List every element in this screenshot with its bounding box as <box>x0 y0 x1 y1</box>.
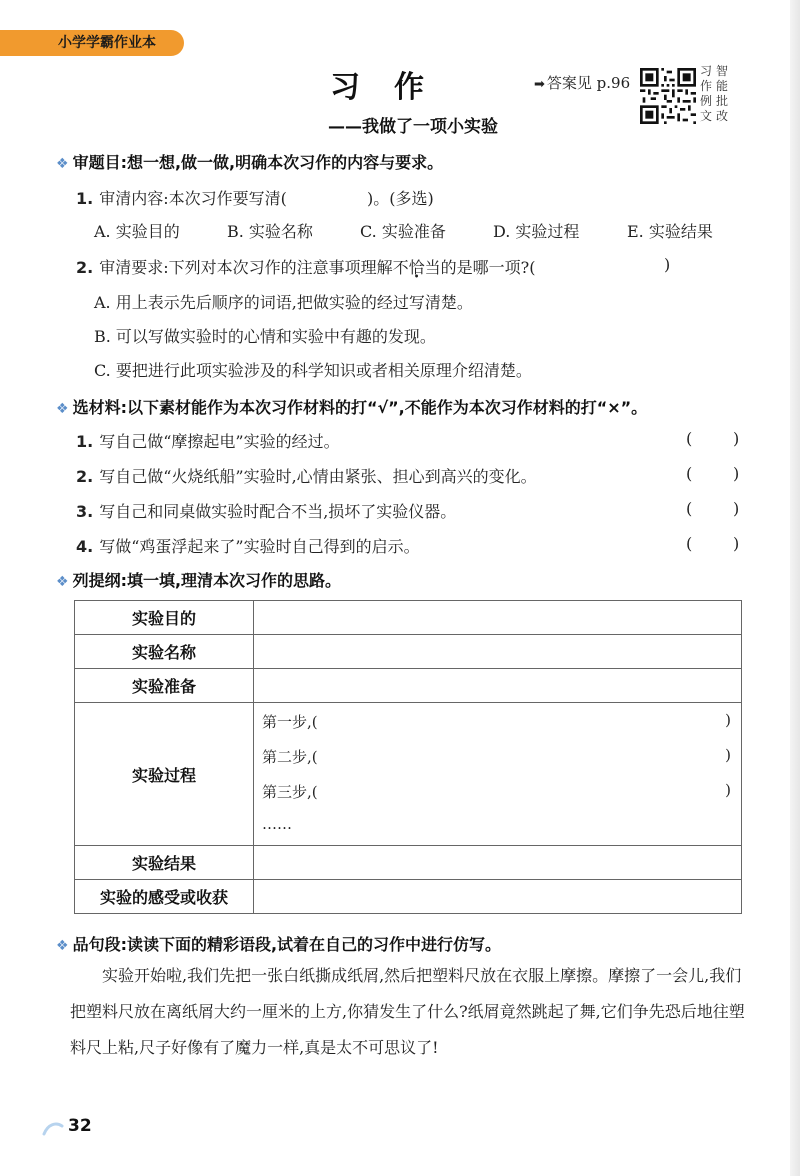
diamond-bullet-icon: ❖ <box>56 156 69 172</box>
model-passage: 实验开始啦,我们先把一张白纸撕成纸屑,然后把塑料尺放在衣服上摩擦。摩擦了一会儿,我们把塑料尺放在离纸屑大约一厘米的上方,你猜发生了什么?纸屑竟然跳起了舞,它们争先恐后地往塑料尺上粘,尺子好像有了魔力一样,真是太不可思议了! <box>70 966 745 1057</box>
answer-paren-close: ) <box>733 534 740 553</box>
q1-option-b: B. 实验名称 <box>227 222 313 241</box>
question-2: 2. 审清要求:下列对本次习作的注意事项理解不恰当的是哪一项?( <box>76 258 536 277</box>
material-item: 1. 写自己做“摩擦起电”实验的经过。 <box>76 432 340 451</box>
table-row <box>75 845 742 879</box>
step-close: ) <box>725 781 731 800</box>
q2-option-a: A. 用上表示先后顺序的词语,把做实验的经过写清楚。 <box>94 293 473 312</box>
page-number: 32 <box>68 1116 92 1136</box>
series-banner: 小学学霸作业本 <box>0 30 184 56</box>
question-2-tail: ) <box>664 255 671 274</box>
answer-paren-open: ( <box>686 534 693 553</box>
section-heading-passage: ❖ 品句段:读读下面的精彩语段,试着在自己的习作中进行仿写。 <box>56 935 502 954</box>
material-item: 2. 写自己做“火烧纸船”实验时,心情由紧张、担心到高兴的变化。 <box>76 467 537 486</box>
table-row <box>75 703 742 845</box>
process-steps-cell[interactable] <box>254 703 742 845</box>
section-heading-review: ❖ 审题目:想一想,做一做,明确本次习作的内容与要求。 <box>56 153 444 172</box>
material-item: 3. 写自己和同桌做实验时配合不当,损坏了实验仪器。 <box>76 502 457 521</box>
answer-paren-close: ) <box>733 429 740 448</box>
row-label: 实验过程 <box>75 703 254 845</box>
answer-paren-open: ( <box>686 499 693 518</box>
table-row <box>75 635 742 669</box>
step-3: 第三步,( <box>262 783 318 802</box>
q1-option-d: D. 实验过程 <box>493 222 580 241</box>
step-close: ) <box>725 746 731 765</box>
answer-paren-close: ) <box>733 499 740 518</box>
q2-option-b: B. 可以写做实验时的心情和实验中有趣的发现。 <box>94 327 436 346</box>
answer-paren-open: ( <box>686 464 693 483</box>
diamond-bullet-icon: ❖ <box>56 401 69 417</box>
answer-reference <box>534 72 630 93</box>
answer-cell[interactable] <box>254 845 742 879</box>
page-edge <box>790 0 800 1176</box>
row-label: 实验的感受或收获 <box>75 879 254 913</box>
outline-table <box>74 600 742 914</box>
step-close: ) <box>725 711 731 730</box>
answer-paren-close: ) <box>733 464 740 483</box>
answer-cell[interactable] <box>254 635 742 669</box>
answer-cell[interactable] <box>254 879 742 913</box>
q1-option-a: A. 实验目的 <box>94 222 180 241</box>
answer-paren-open: ( <box>686 429 693 448</box>
diamond-bullet-icon: ❖ <box>56 938 69 954</box>
step-ellipsis: …… <box>262 815 292 834</box>
page-curl-icon <box>42 1120 64 1136</box>
table-row <box>75 669 742 703</box>
section-heading-outline: ❖ 列提纲:填一填,理清本次习作的思路。 <box>56 571 342 590</box>
qr-caption: 习 智 作 能 例 批 文 改 <box>700 64 729 123</box>
row-label: 实验结果 <box>75 845 254 879</box>
table-row <box>75 601 742 635</box>
page-subtitle: ——我做了一项小实验 <box>328 117 498 137</box>
table-row <box>75 879 742 913</box>
diamond-bullet-icon: ❖ <box>56 574 69 590</box>
q1-option-c: C. 实验准备 <box>360 222 446 241</box>
page-title: 习作 <box>330 70 458 105</box>
row-label: 实验准备 <box>75 669 254 703</box>
answer-cell[interactable] <box>254 601 742 635</box>
q1-option-e: E. 实验结果 <box>627 222 713 241</box>
row-label: 实验名称 <box>75 635 254 669</box>
qr-code-icon[interactable] <box>640 68 696 124</box>
question-1: 1. 审清内容:本次习作要写清( <box>76 189 287 208</box>
emphasis-text: 不恰当 <box>392 258 441 277</box>
step-1: 第一步,( <box>262 713 318 732</box>
q2-option-c: C. 要把进行此项实验涉及的科学知识或者相关原理介绍清楚。 <box>94 361 532 380</box>
row-label: 实验目的 <box>75 601 254 635</box>
material-item: 4. 写做“鸡蛋浮起来了”实验时自己得到的启示。 <box>76 537 420 556</box>
question-1-tail: )。(多选) <box>367 189 434 208</box>
answer-reference-text: 答案见 p.96 <box>546 74 631 92</box>
answer-cell[interactable] <box>254 669 742 703</box>
step-2: 第二步,( <box>262 748 318 767</box>
arrow-right-icon: ➡ <box>534 77 545 92</box>
section-heading-material: ❖ 选材料:以下素材能作为本次习作材料的打“√”,不能作为本次习作材料的打“×”。 <box>56 398 648 417</box>
